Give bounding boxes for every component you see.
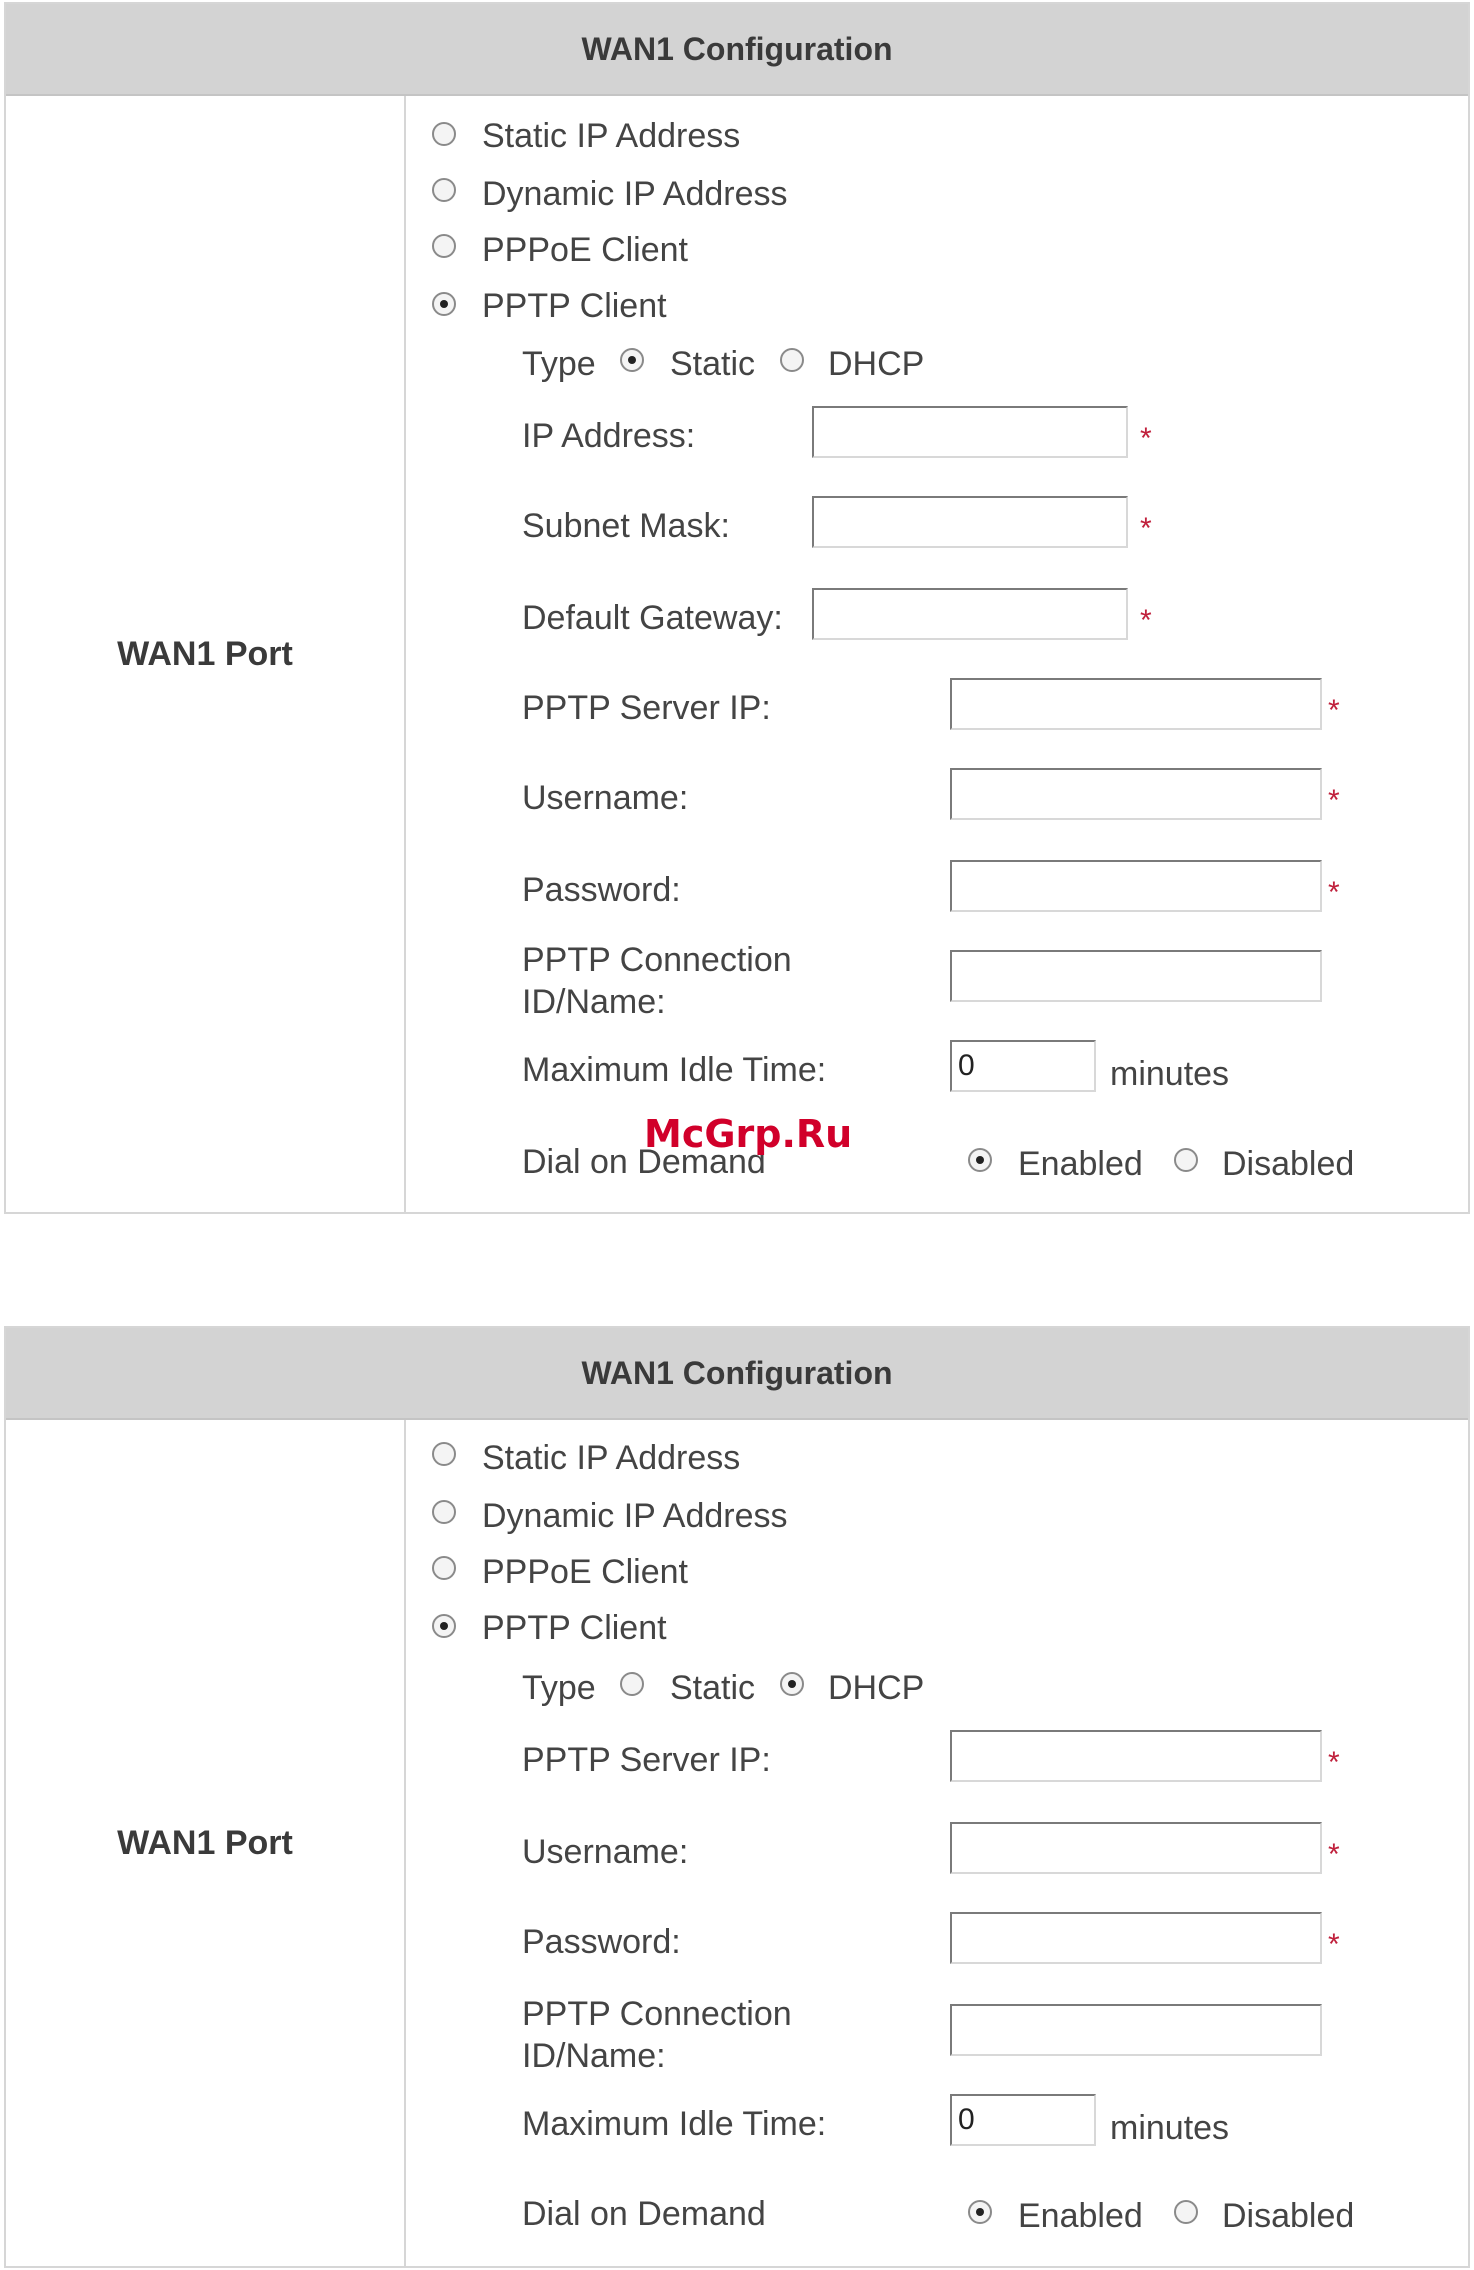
default-gateway-input[interactable] (812, 588, 1128, 640)
username-input[interactable] (950, 1822, 1322, 1874)
username-label: Username: (522, 1833, 689, 1871)
dynamic-ip-label: Dynamic IP Address (482, 175, 788, 213)
pptp-server-ip-label: PPTP Server IP: (522, 689, 771, 727)
type-label: Type (522, 345, 596, 383)
password-label: Password: (522, 1923, 681, 1961)
wan1-port-label: WAN1 Port (6, 1420, 406, 2266)
dial-enabled-label: Enabled (1018, 2197, 1143, 2235)
password-input[interactable] (950, 1912, 1322, 1964)
static-ip-radio[interactable] (432, 1442, 456, 1466)
dynamic-ip-label: Dynamic IP Address (482, 1497, 788, 1535)
required-mark: * (1328, 1838, 1340, 1871)
dial-disabled-label: Disabled (1222, 1145, 1355, 1183)
static-ip-label: Static IP Address (482, 1439, 741, 1477)
subnet-mask-label: Subnet Mask: (522, 507, 730, 545)
type-static-label: Static (670, 1669, 756, 1707)
username-input[interactable] (950, 768, 1322, 820)
type-static-radio[interactable] (620, 348, 644, 372)
required-mark: * (1328, 694, 1340, 727)
type-dhcp-label: DHCP (828, 345, 925, 383)
password-input[interactable] (950, 860, 1322, 912)
pptp-connection-label-2: ID/Name: (522, 983, 666, 1021)
max-idle-time-input[interactable] (950, 2094, 1096, 2146)
dial-disabled-label: Disabled (1222, 2197, 1355, 2235)
pptp-connection-label: PPTP Connection (522, 941, 792, 979)
panel-title: WAN1 Configuration (6, 1328, 1468, 1420)
pptp-label: PPTP Client (482, 1609, 667, 1647)
ip-address-input[interactable] (812, 406, 1128, 458)
static-ip-label: Static IP Address (482, 117, 741, 155)
required-mark: * (1328, 1746, 1340, 1779)
dial-disabled-radio[interactable] (1174, 1148, 1198, 1172)
username-label: Username: (522, 779, 689, 817)
static-ip-radio[interactable] (432, 122, 456, 146)
ip-address-label: IP Address: (522, 417, 696, 455)
type-label: Type (522, 1669, 596, 1707)
required-mark: * (1328, 784, 1340, 817)
type-dhcp-label: DHCP (828, 1669, 925, 1707)
required-mark: * (1140, 512, 1152, 545)
pptp-server-ip-input[interactable] (950, 1730, 1322, 1782)
pppoe-label: PPPoE Client (482, 231, 688, 269)
required-mark: * (1140, 422, 1152, 455)
wan1-config-panel-dhcp (4, 1326, 1470, 2268)
type-dhcp-radio[interactable] (780, 348, 804, 372)
dial-enabled-label: Enabled (1018, 1145, 1143, 1183)
pptp-connection-label-2: ID/Name: (522, 2037, 666, 2075)
dial-enabled-radio[interactable] (968, 2200, 992, 2224)
pptp-server-ip-label: PPTP Server IP: (522, 1741, 771, 1779)
type-dhcp-radio[interactable] (780, 1672, 804, 1696)
wan1-config-panel-static (4, 2, 1470, 1214)
max-idle-time-label: Maximum Idle Time: (522, 1051, 827, 1089)
dial-on-demand-label: Dial on Demand (522, 2195, 766, 2233)
required-mark: * (1328, 1928, 1340, 1961)
pppoe-radio[interactable] (432, 1556, 456, 1580)
subnet-mask-input[interactable] (812, 496, 1128, 548)
panel-title: WAN1 Configuration (6, 4, 1468, 96)
pptp-radio[interactable] (432, 292, 456, 316)
dial-on-demand-label: Dial on Demand (522, 1143, 766, 1181)
dial-enabled-radio[interactable] (968, 1148, 992, 1172)
idle-unit-label: minutes (1110, 2109, 1230, 2147)
dial-disabled-radio[interactable] (1174, 2200, 1198, 2224)
wan1-port-label: WAN1 Port (6, 96, 406, 1212)
pppoe-radio[interactable] (432, 234, 456, 258)
pptp-radio[interactable] (432, 1614, 456, 1638)
dynamic-ip-radio[interactable] (432, 1500, 456, 1524)
pptp-connection-label: PPTP Connection (522, 1995, 792, 2033)
watermark-text: McGrp.Ru (644, 1112, 853, 1156)
required-mark: * (1328, 876, 1340, 909)
pptp-connection-id-input[interactable] (950, 950, 1322, 1002)
pppoe-label: PPPoE Client (482, 1553, 688, 1591)
idle-unit-label: minutes (1110, 1055, 1230, 1093)
max-idle-time-label: Maximum Idle Time: (522, 2105, 827, 2143)
pptp-label: PPTP Client (482, 287, 667, 325)
password-label: Password: (522, 871, 681, 909)
default-gateway-label: Default Gateway: (522, 599, 783, 637)
max-idle-time-input[interactable] (950, 1040, 1096, 1092)
type-static-label: Static (670, 345, 756, 383)
dynamic-ip-radio[interactable] (432, 178, 456, 202)
type-static-radio[interactable] (620, 1672, 644, 1696)
pptp-server-ip-input[interactable] (950, 678, 1322, 730)
pptp-connection-id-input[interactable] (950, 2004, 1322, 2056)
required-mark: * (1140, 604, 1152, 637)
